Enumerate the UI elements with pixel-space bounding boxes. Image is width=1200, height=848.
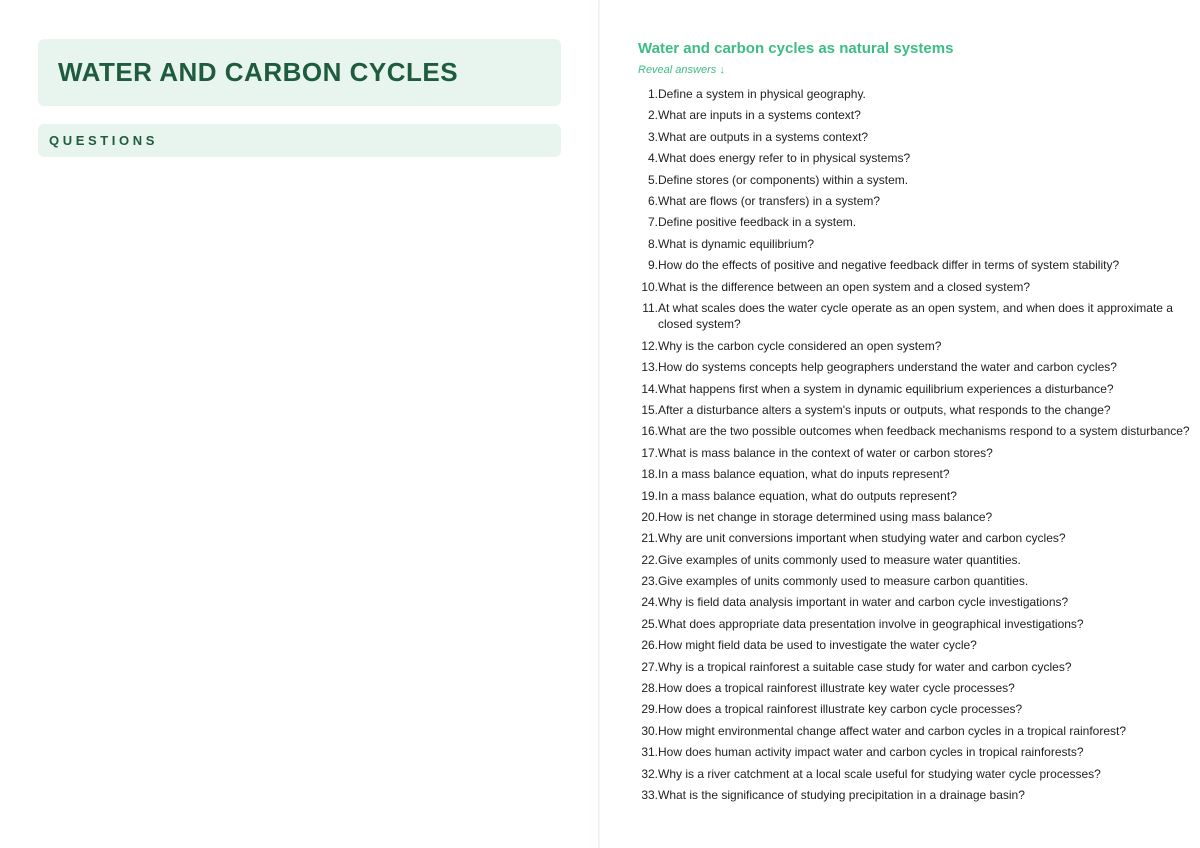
question-number: 1. xyxy=(647,87,658,101)
question-text: At what scales does the water cycle operate as an open system, and when does it approximate a closed system? xyxy=(658,300,1173,332)
question-number: 3. xyxy=(647,129,658,144)
question-text: What does energy refer to in physical systems? xyxy=(658,151,911,166)
question-item xyxy=(638,107,1198,124)
question-text: Define positive feedback in a system. xyxy=(658,215,857,230)
question-item xyxy=(638,659,1198,676)
question-item xyxy=(638,150,1198,167)
question-item xyxy=(638,129,1198,146)
question-number: 8. xyxy=(647,236,658,251)
question-number: 5. xyxy=(647,172,658,187)
left-pane xyxy=(0,0,598,848)
question-item xyxy=(638,300,1198,333)
question-text: In a mass balance equation, what do inputs represent? xyxy=(658,467,950,482)
question-list xyxy=(638,86,1198,808)
question-text: What are outputs in a systems context? xyxy=(658,129,869,144)
question-text: What is the significance of studying precipitation in a drainage basin? xyxy=(658,788,1025,802)
question-text: How might field data be used to investigate the water cycle? xyxy=(658,638,977,653)
question-item xyxy=(638,257,1198,274)
question-item xyxy=(638,86,1198,103)
questions-tab[interactable] xyxy=(38,124,561,157)
question-text: How does a tropical rainforest illustrate key water cycle processes? xyxy=(658,681,1015,696)
question-text: Why is the carbon cycle considered an open system? xyxy=(658,338,942,353)
question-number: 31. xyxy=(641,745,658,760)
question-number: 4. xyxy=(647,151,658,166)
question-text: How might environmental change affect water and carbon cycles in a tropical rainforest? xyxy=(658,723,1127,738)
question-item xyxy=(638,402,1198,419)
question-number: 30. xyxy=(641,723,658,738)
question-text: Why is field data analysis important in water and carbon cycle investigations? xyxy=(658,595,1069,610)
question-item xyxy=(638,236,1198,253)
question-text: Why is a tropical rainforest a suitable case study for water and carbon cycles? xyxy=(658,659,1072,674)
question-text: After a disturbance alters a system's inputs or outputs, what responds to the change? xyxy=(658,402,1111,417)
question-number: 10. xyxy=(641,279,658,294)
question-item xyxy=(638,423,1198,440)
question-number: 28. xyxy=(641,681,658,696)
question-item xyxy=(638,338,1198,355)
title-card xyxy=(38,39,561,106)
question-number: 20. xyxy=(641,509,658,524)
reveal-answers-link[interactable]: Reveal answers ↓ xyxy=(638,64,725,76)
question-number: 18. xyxy=(641,467,658,482)
question-text: Define stores (or components) within a system. xyxy=(658,172,909,187)
question-number: 13. xyxy=(641,360,658,375)
question-number: 11. xyxy=(642,300,658,315)
question-number: 27. xyxy=(641,659,658,674)
question-number: 16. xyxy=(641,424,658,439)
question-item xyxy=(638,744,1198,761)
question-item xyxy=(638,530,1198,547)
question-text: What is mass balance in the context of water or carbon stores? xyxy=(658,445,993,460)
question-text: What is dynamic equilibrium? xyxy=(658,236,815,251)
question-text: Why are unit conversions important when studying water and carbon cycles? xyxy=(658,531,1066,546)
question-item xyxy=(638,381,1198,398)
section-title: Water and carbon cycles as natural systems xyxy=(638,40,954,57)
question-item xyxy=(638,680,1198,697)
questions-label: QUESTIONS xyxy=(49,133,158,148)
question-text: What is the difference between an open system and a closed system? xyxy=(658,279,1030,294)
question-item xyxy=(638,552,1198,569)
page-title: WATER AND CARBON CYCLES xyxy=(58,57,459,87)
question-item xyxy=(638,509,1198,526)
question-number: 33. xyxy=(641,788,658,802)
question-text: How is net change in storage determined using mass balance? xyxy=(658,509,993,524)
question-text: How do systems concepts help geographers understand the water and carbon cycles? xyxy=(658,360,1117,375)
question-number: 6. xyxy=(647,193,658,208)
question-text: Give examples of units commonly used to measure carbon quantities. xyxy=(658,574,1029,589)
question-text: What are inputs in a systems context? xyxy=(658,108,861,123)
question-item xyxy=(638,466,1198,483)
question-number: 22. xyxy=(641,552,658,567)
question-number: 12. xyxy=(641,338,658,353)
question-number: 23. xyxy=(641,574,658,589)
question-item xyxy=(638,766,1198,783)
question-number: 26. xyxy=(641,638,658,653)
question-text: How do the effects of positive and negative feedback differ in terms of system stability? xyxy=(658,258,1120,273)
question-item xyxy=(638,573,1198,590)
question-number: 32. xyxy=(641,766,658,781)
question-item xyxy=(638,172,1198,189)
question-text: How does human activity impact water and carbon cycles in tropical rainforests? xyxy=(658,745,1084,760)
question-number: 15. xyxy=(641,402,658,417)
question-number: 7. xyxy=(647,215,658,230)
question-text: What happens first when a system in dynamic equilibrium experiences a disturbance? xyxy=(658,381,1114,396)
question-item xyxy=(638,701,1198,718)
question-text: Why is a river catchment at a local scale useful for studying water cycle processes? xyxy=(658,766,1101,781)
question-item xyxy=(638,488,1198,505)
question-text: How does a tropical rainforest illustrate key carbon cycle processes? xyxy=(658,702,1023,717)
question-number: 2. xyxy=(647,108,658,123)
question-item xyxy=(638,279,1198,296)
question-number: 17. xyxy=(641,445,658,460)
question-number: 25. xyxy=(641,616,658,631)
right-pane xyxy=(600,0,1200,848)
question-item xyxy=(638,616,1198,633)
question-text: What are the two possible outcomes when feedback mechanisms respond to a system disturbance? xyxy=(658,424,1190,439)
question-text: What are flows (or transfers) in a system? xyxy=(658,193,881,208)
question-number: 9. xyxy=(647,258,658,273)
question-item xyxy=(638,359,1198,376)
question-number: 14. xyxy=(641,381,658,396)
question-number: 21. xyxy=(641,531,658,546)
question-text: In a mass balance equation, what do outputs represent? xyxy=(658,488,957,503)
question-item xyxy=(638,214,1198,231)
question-number: 19. xyxy=(641,488,658,503)
question-item xyxy=(638,193,1198,210)
question-number: 29. xyxy=(641,702,658,717)
question-number: 24. xyxy=(641,595,658,610)
question-item xyxy=(638,594,1198,611)
question-item xyxy=(638,445,1198,462)
question-text: Give examples of units commonly used to measure water quantities. xyxy=(658,552,1021,567)
question-item xyxy=(638,723,1198,740)
question-text: Define a system in physical geography. xyxy=(658,87,866,101)
question-item xyxy=(638,637,1198,654)
question-item xyxy=(638,787,1198,804)
question-text: What does appropriate data presentation involve in geographical investigations? xyxy=(658,616,1084,631)
